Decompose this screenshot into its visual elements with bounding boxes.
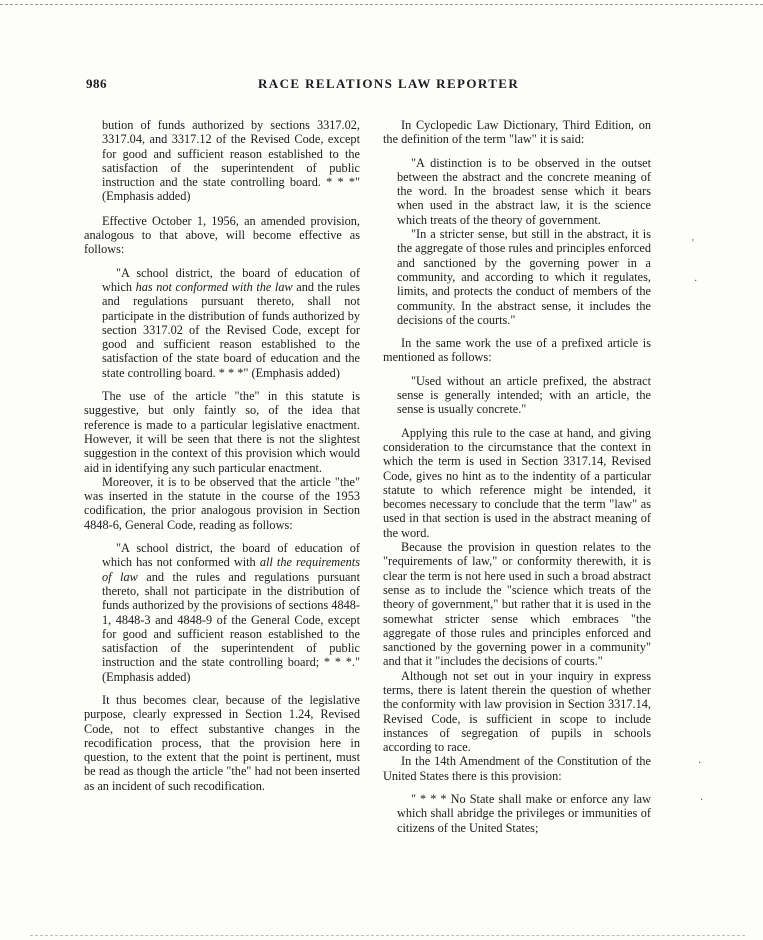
margin-speck: · (700, 795, 704, 806)
bottom-scan-rule (30, 935, 745, 936)
running-head: RACE RELATIONS LAW REPORTER (258, 76, 520, 91)
left-paragraph-article-use: The use of the article "the" in this statute is suggestive, but only faintly so, of the idea that reference is made to a particular legislative enactment. However, it will be seen that there is not the slightest suggestion in the context of this provision which would aid in identifying any such particular enactment. (84, 389, 360, 475)
margin-speck: · (694, 276, 698, 287)
left-quote-prior-provision (102, 541, 360, 684)
quote-text: "A school district, the board of education of which (102, 265, 360, 294)
quote-text: and the rules and regulations pursuant thereto, shall not participate in the distribution of funds authorized by the provisions of sections 4848-1, 4848-3 and 4848-9 of the General Code, except for good and sufficient reason established to the satisfaction of the superintendent of public instruction and the state controlling board; * * *." (Emphasis added) (102, 569, 360, 684)
left-quote-continuation: bution of funds authorized by sections 3317.02, 3317.04, and 3317.12 of the Revised Code, except for good and sufficient reason established to the satisfaction of the superintendent of public instruction and the state controlling board. * * *" (Emphasis added) (102, 118, 360, 204)
right-paragraph-latent-question: Although not set out in your inquiry in express terms, there is latent therein the question of whether the conformity with law provision in Section 3317.14, Revised Code, is sufficient in scope to include instances of segregation of pupils in schools according to race. (383, 668, 651, 755)
quote-emphasis: all the requirements of law (102, 555, 360, 584)
left-column (84, 118, 360, 802)
left-paragraph-effective: Effective October 1, 1956, an amended provision, analogous to that above, will become effective as follows: (84, 213, 360, 257)
right-column (383, 118, 651, 844)
left-paragraph-codification: Moreover, it is to be observed that the article "the" was inserted in the statute in the course of the 1953 codification, the prior analogous provision in Section 4848-6, General Code, reading as follows: (84, 474, 360, 532)
right-quote-distinction: "A distinction is to be observed in the outset between the abstract and the concrete meaning of the word. In the broadest sense which it bears when used in the abstract law, it is the science which treats of the theory of government. (397, 155, 651, 227)
quote-emphasis: has not conformed with the law (135, 279, 293, 294)
margin-speck: ' (692, 238, 694, 249)
right-paragraph-fourteenth-amendment: In the 14th Amendment of the Constitution of the United States there is this provision: (383, 754, 651, 783)
right-quote-stricter-sense: "In a stricter sense, but still in the abstract, it is the aggregate of those rules and principles enforced and sanctioned by the governing power in a community, and according to which it regulates, limits, and protects the conduct of members of the community. In the abstract sense, it includes the decisions of the courts." (397, 227, 651, 327)
right-paragraph-same-work: In the same work the use of a prefixed article is mentioned as follows: (383, 336, 651, 365)
page-number: 986 (86, 76, 107, 91)
right-paragraph-requirements-of-law: Because the provision in question relates to the "requirements of law," or conformity therewith, it is clear the term is not here used in such a broad abstract sense as to include the "science which treats of the theory of government," but rather that it is used in the somewhat stricter sense which embraces "the aggregate of those rules and principles enforced and sanctioned by the governing power in a community" and that it "includes the decisions of courts." (383, 540, 651, 669)
quote-text: and the rules and regulations pursuant thereto, shall not participate in the distribution of funds authorized by section 3317.02 of the Revised Code, except for good and sufficient reason established to the satisfaction of the state board of education and the state controlling board. * * *" (Emphasis added) (102, 279, 360, 380)
margin-speck: · (698, 758, 702, 769)
right-quote-article-prefixed: "Used without an article prefixed, the abstract sense is generally intended; with an article, the sense is usually concrete." (397, 373, 651, 417)
left-paragraph-conclusion: It thus becomes clear, because of the legislative purpose, clearly expressed in Section 1.24, Revised Code, not to effect substantive changes in the recodification process, that the provision here in question, to the extent that the point is pertinent, must be read as though the article "the" had not been inserted as an incident of such recodification. (84, 692, 360, 793)
right-quote-amendment-text: " * * * No State shall make or enforce any law which shall abridge the privileges or immunities of citizens of the United States; (397, 792, 651, 835)
quote-text: "A school district, the board of education of which has not conformed with (102, 541, 360, 570)
right-paragraph-applying-rule: Applying this rule to the case at hand, and giving consideration to the circumstance that the context in which the term is used in Section 3317.14, Revised Code, gives no hint as to the indentity of a particular statute to which reference might be intended, it becomes necessary to conclude that the term "law" as used in that section is used in the abstract meaning of the word. (383, 425, 651, 540)
top-scan-rule (0, 4, 763, 5)
right-paragraph-dictionary: In Cyclopedic Law Dictionary, Third Edition, on the definition of the term "law" it is said: (383, 118, 651, 147)
left-quote-amended-provision (102, 266, 360, 380)
